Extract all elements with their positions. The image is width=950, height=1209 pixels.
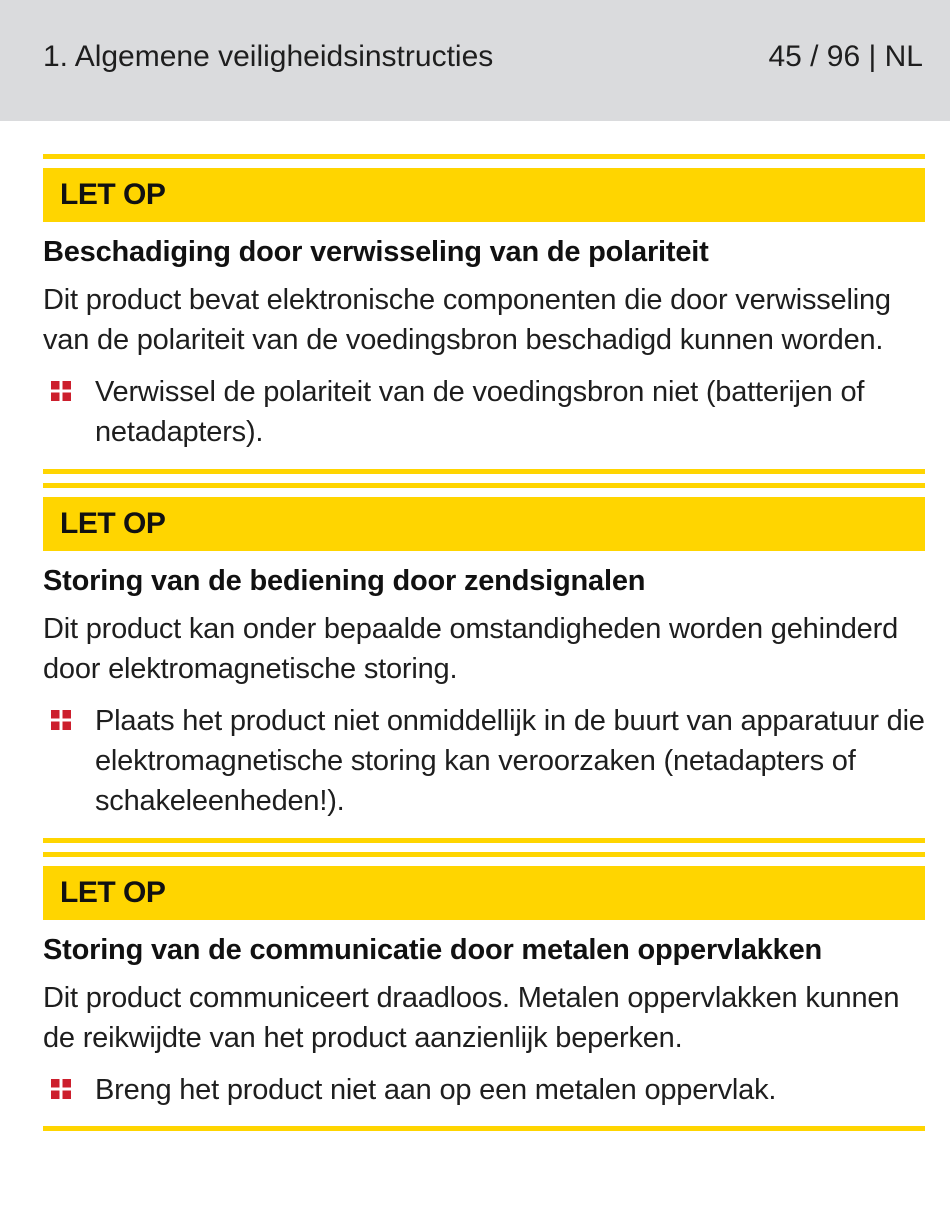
notices-container bbox=[43, 154, 925, 1131]
notice-label: LET OP bbox=[60, 876, 166, 909]
notice-body: Dit product bevat elektronische componenten die door verwisseling van de polariteit van de voedingsbron beschadigd kunnen worden. bbox=[43, 284, 891, 356]
notice-top-rule bbox=[43, 154, 925, 159]
page-header bbox=[0, 0, 950, 121]
red-square-grid-icon bbox=[43, 372, 95, 412]
bullet-text: Plaats het product niet onmiddellijk in de buurt van apparatuur die elektromagnetische storing kan veroorzaken (netadapters of schakeleenheden!). bbox=[95, 705, 925, 817]
notice-label-bar bbox=[43, 866, 925, 920]
notice-title: Storing van de communicatie door metalen oppervlakken bbox=[43, 934, 823, 966]
notice-body: Dit product communiceert draadloos. Metalen oppervlakken kunnen de reikwijdte van het product aanzienlijk beperken. bbox=[43, 982, 900, 1054]
red-square-grid-icon bbox=[43, 701, 95, 741]
notice-top-rule bbox=[43, 483, 925, 488]
page-number: 45 / 96 | NL bbox=[768, 40, 923, 73]
notice-title: Storing van de bediening door zendsignalen bbox=[43, 565, 646, 597]
notice-label-bar bbox=[43, 168, 925, 222]
bullet-text: Breng het product niet aan op een metalen oppervlak. bbox=[95, 1074, 777, 1106]
notice-label-bar bbox=[43, 497, 925, 551]
section-title: 1. Algemene veiligheidsinstructies bbox=[43, 40, 494, 73]
notice-title: Beschadiging door verwisseling van de polariteit bbox=[43, 236, 709, 268]
notice-bullet bbox=[43, 372, 925, 452]
notice-body: Dit product kan onder bepaalde omstandigheden worden gehinderd door elektromagnetische storing. bbox=[43, 613, 898, 685]
notice-bottom-rule bbox=[43, 1126, 925, 1131]
red-square-grid-icon bbox=[43, 1070, 95, 1110]
notice-bottom-rule bbox=[43, 838, 925, 843]
notice-top-rule bbox=[43, 852, 925, 857]
notice-interference bbox=[43, 483, 925, 843]
notice-bullet bbox=[43, 1070, 925, 1110]
notice-polarity bbox=[43, 154, 925, 474]
bullet-text: Verwissel de polariteit van de voedingsbron niet (batterijen of netadapters). bbox=[95, 376, 865, 448]
notice-metal-surfaces bbox=[43, 852, 925, 1131]
notice-label: LET OP bbox=[60, 507, 166, 540]
notice-bottom-rule bbox=[43, 469, 925, 474]
notice-label: LET OP bbox=[60, 178, 166, 211]
notice-bullet bbox=[43, 701, 925, 821]
